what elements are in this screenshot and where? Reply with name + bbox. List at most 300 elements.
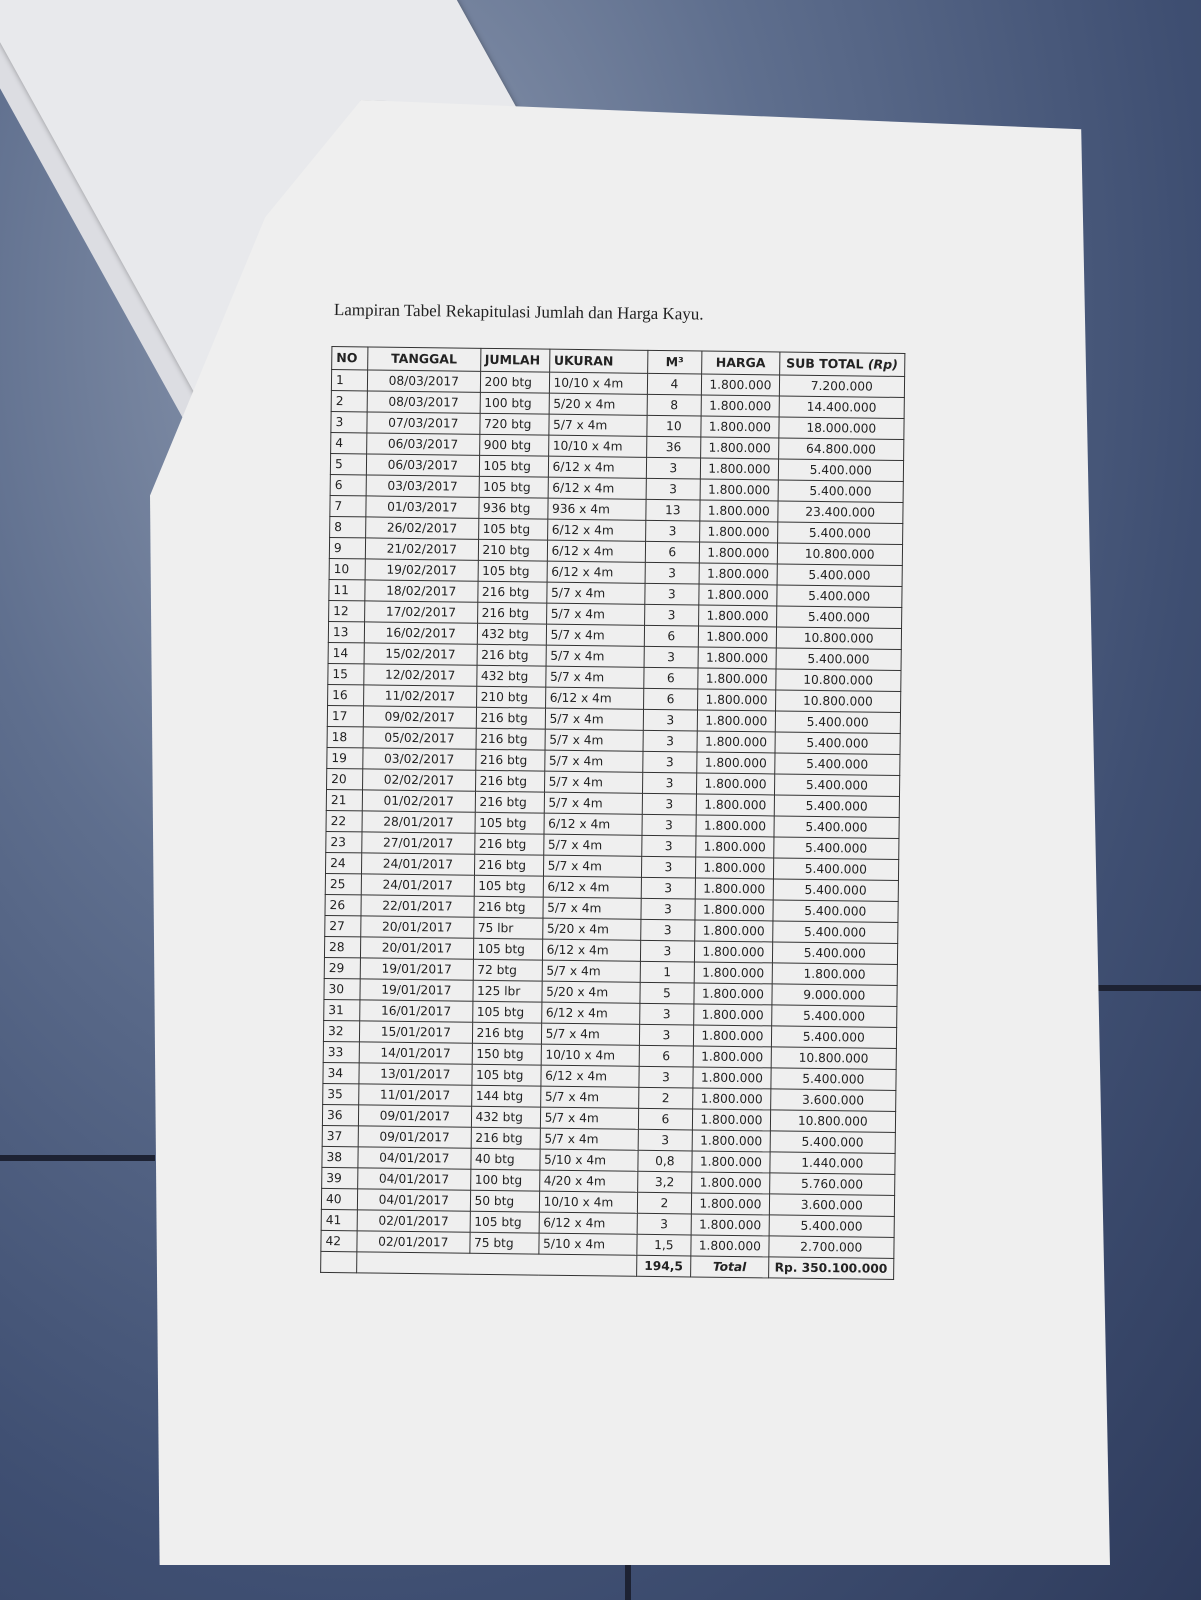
- cell-subtotal: 2.700.000: [768, 1236, 894, 1259]
- cell-no: 12: [329, 600, 365, 621]
- cell-harga: 1.800.000: [697, 773, 775, 795]
- cell-no: 24: [325, 852, 361, 873]
- cell-tanggal: 19/02/2017: [365, 559, 478, 581]
- cell-no: 32: [323, 1020, 359, 1041]
- cell-subtotal: 5.400.000: [773, 837, 899, 860]
- cell-jumlah: 75 lbr: [473, 917, 542, 939]
- cell-ukuran: 6/12 x 4m: [542, 939, 640, 961]
- cell-m3: 4: [647, 373, 702, 395]
- header-harga: HARGA: [702, 351, 780, 375]
- cell-subtotal: 10.800.000: [775, 669, 901, 692]
- cell-harga: 1.800.000: [693, 1067, 771, 1089]
- cell-harga: 1.800.000: [696, 815, 774, 837]
- cell-no: 23: [326, 831, 362, 852]
- cell-ukuran: 5/7 x 4m: [540, 1086, 638, 1108]
- cell-m3: 8: [647, 394, 702, 416]
- cell-jumlah: 216 btg: [477, 602, 546, 624]
- cell-subtotal: 5.400.000: [776, 648, 902, 671]
- cell-ukuran: 6/12 x 4m: [544, 813, 642, 835]
- cell-m3: 3: [637, 1213, 692, 1235]
- cell-m3: 6: [644, 625, 699, 647]
- cell-tanggal: 02/01/2017: [357, 1210, 470, 1232]
- cell-ukuran: 6/12 x 4m: [541, 1065, 639, 1087]
- cell-tanggal: 01/02/2017: [362, 790, 475, 812]
- total-amount: Rp. 350.100.000: [768, 1257, 894, 1280]
- cell-no: 14: [328, 642, 364, 663]
- cell-tanggal: 15/01/2017: [360, 1021, 473, 1043]
- cell-tanggal: 26/02/2017: [366, 517, 479, 539]
- cell-ukuran: 5/7 x 4m: [543, 855, 641, 877]
- cell-tanggal: 04/01/2017: [358, 1168, 471, 1190]
- cell-jumlah: 432 btg: [471, 1106, 540, 1128]
- cell-no: 22: [326, 810, 362, 831]
- floor-grout-line: [0, 1155, 155, 1161]
- cell-subtotal: 5.400.000: [777, 522, 903, 545]
- cell-m3: 3: [642, 814, 697, 836]
- cell-ukuran: 5/7 x 4m: [546, 624, 644, 646]
- cell-tanggal: 03/02/2017: [363, 748, 476, 770]
- cell-m3: 3: [643, 730, 698, 752]
- cell-harga: 1.800.000: [699, 563, 777, 585]
- cell-subtotal: 5.400.000: [772, 921, 898, 944]
- cell-harga: 1.800.000: [694, 983, 772, 1005]
- cell-no: 39: [322, 1167, 358, 1188]
- cell-tanggal: 12/02/2017: [364, 664, 477, 686]
- cell-harga: 1.800.000: [698, 647, 776, 669]
- cell-m3: 3: [639, 1024, 694, 1046]
- cell-jumlah: 105 btg: [478, 518, 547, 540]
- cell-tanggal: 08/03/2017: [367, 391, 480, 413]
- cell-jumlah: 216 btg: [477, 581, 546, 603]
- cell-jumlah: 216 btg: [473, 896, 542, 918]
- cell-tanggal: 17/02/2017: [365, 601, 478, 623]
- cell-harga: 1.800.000: [692, 1193, 770, 1215]
- cell-harga: 1.800.000: [701, 416, 779, 438]
- cell-subtotal: 5.400.000: [774, 753, 900, 776]
- cell-ukuran: 6/12 x 4m: [543, 876, 641, 898]
- cell-ukuran: 5/20 x 4m: [542, 918, 640, 940]
- cell-subtotal: 10.800.000: [776, 627, 902, 650]
- cell-tanggal: 15/02/2017: [364, 643, 477, 665]
- header-subtotal-unit: (Rp): [867, 356, 898, 372]
- cell-m3: 3: [644, 583, 699, 605]
- cell-harga: 1.800.000: [693, 1088, 771, 1110]
- cell-subtotal: 5.400.000: [769, 1215, 895, 1238]
- cell-m3: 3: [642, 772, 697, 794]
- total-label: Total: [691, 1256, 769, 1278]
- cell-subtotal: 1.800.000: [772, 963, 898, 986]
- cell-m3: 10: [646, 415, 701, 437]
- cell-subtotal: 10.800.000: [770, 1110, 896, 1133]
- cell-no: 6: [330, 474, 366, 495]
- cell-jumlah: 432 btg: [476, 665, 545, 687]
- cell-no: 31: [324, 999, 360, 1020]
- cell-tanggal: 04/01/2017: [357, 1189, 470, 1211]
- cell-ukuran: 6/12 x 4m: [541, 1002, 639, 1024]
- cell-jumlah: 105 btg: [479, 455, 548, 477]
- cell-subtotal: 5.400.000: [774, 816, 900, 839]
- cell-tanggal: 02/02/2017: [363, 769, 476, 791]
- cell-ukuran: 5/20 x 4m: [549, 393, 647, 415]
- cell-harga: 1.800.000: [699, 584, 777, 606]
- cell-harga: 1.800.000: [695, 941, 773, 963]
- cell-m3: 3: [640, 919, 695, 941]
- cell-tanggal: 19/01/2017: [360, 979, 473, 1001]
- cell-no: 7: [330, 495, 366, 516]
- cell-ukuran: 6/12 x 4m: [547, 519, 645, 541]
- cell-harga: 1.800.000: [702, 374, 780, 396]
- cell-jumlah: 105 btg: [474, 812, 543, 834]
- cell-jumlah: 105 btg: [474, 875, 543, 897]
- cell-no: 8: [330, 516, 366, 537]
- cell-ukuran: 4/20 x 4m: [539, 1170, 637, 1192]
- cell-no: 30: [324, 978, 360, 999]
- cell-jumlah: 432 btg: [477, 623, 546, 645]
- recap-table: [320, 346, 905, 1280]
- cell-harga: 1.800.000: [697, 752, 775, 774]
- cell-m3: 6: [639, 1045, 694, 1067]
- cell-harga: 1.800.000: [694, 962, 772, 984]
- cell-jumlah: 216 btg: [475, 749, 544, 771]
- cell-m3: 3: [641, 856, 696, 878]
- cell-harga: 1.800.000: [697, 710, 775, 732]
- cell-no: 16: [328, 684, 364, 705]
- cell-m3: 36: [646, 436, 701, 458]
- cell-ukuran: 5/10 x 4m: [539, 1149, 637, 1171]
- cell-harga: 1.800.000: [694, 1025, 772, 1047]
- cell-subtotal: 64.800.000: [778, 438, 904, 461]
- cell-m3: 3: [639, 1003, 694, 1025]
- cell-jumlah: 216 btg: [476, 728, 545, 750]
- cell-no: 9: [329, 537, 365, 558]
- cell-tanggal: 20/01/2017: [361, 916, 474, 938]
- cell-tanggal: 03/03/2017: [366, 475, 479, 497]
- cell-tanggal: 14/01/2017: [359, 1042, 472, 1064]
- cell-m3: 3: [642, 751, 697, 773]
- cell-m3: 3: [642, 793, 697, 815]
- cell-subtotal: 5.400.000: [778, 459, 904, 482]
- cell-subtotal: 5.400.000: [775, 732, 901, 755]
- cell-no: 19: [327, 747, 363, 768]
- cell-ukuran: 5/7 x 4m: [546, 582, 644, 604]
- cell-m3: 3: [641, 835, 696, 857]
- cell-subtotal: 5.400.000: [776, 585, 902, 608]
- cell-jumlah: 50 btg: [470, 1190, 539, 1212]
- cell-ukuran: 10/10 x 4m: [541, 1044, 639, 1066]
- cell-subtotal: 5.400.000: [771, 1026, 897, 1049]
- cell-subtotal: 3.600.000: [769, 1194, 895, 1217]
- cell-harga: 1.800.000: [692, 1151, 770, 1173]
- cell-m3: 2: [637, 1192, 692, 1214]
- cell-subtotal: 5.400.000: [777, 564, 903, 587]
- cell-m3: 3: [640, 940, 695, 962]
- cell-jumlah: 216 btg: [476, 707, 545, 729]
- cell-harga: 1.800.000: [699, 605, 777, 627]
- cell-tanggal: 21/02/2017: [365, 538, 478, 560]
- cell-jumlah: 216 btg: [475, 791, 544, 813]
- cell-tanggal: 11/01/2017: [359, 1084, 472, 1106]
- cell-harga: 1.800.000: [696, 857, 774, 879]
- cell-tanggal: 06/03/2017: [367, 433, 480, 455]
- cell-tanggal: 08/03/2017: [367, 370, 480, 392]
- cell-ukuran: 5/7 x 4m: [548, 414, 646, 436]
- cell-subtotal: 23.400.000: [777, 501, 903, 524]
- cell-ukuran: 5/7 x 4m: [546, 603, 644, 625]
- document: [320, 300, 932, 1280]
- cell-ukuran: 5/7 x 4m: [541, 1023, 639, 1045]
- cell-jumlah: 144 btg: [471, 1085, 540, 1107]
- cell-jumlah: 105 btg: [471, 1064, 540, 1086]
- cell-m3: 6: [638, 1108, 693, 1130]
- cell-m3: 6: [643, 688, 698, 710]
- cell-no: 26: [325, 894, 361, 915]
- cell-no: 25: [325, 873, 361, 894]
- cell-tanggal: 09/02/2017: [363, 706, 476, 728]
- cell-ukuran: 5/7 x 4m: [542, 960, 640, 982]
- cell-tanggal: 20/01/2017: [361, 937, 474, 959]
- cell-tanggal: 13/01/2017: [359, 1063, 472, 1085]
- cell-no: 15: [328, 663, 364, 684]
- cell-m3: 3: [646, 478, 701, 500]
- cell-no: 34: [323, 1062, 359, 1083]
- cell-ukuran: 10/10 x 4m: [549, 372, 647, 394]
- table-body: [321, 370, 905, 1259]
- cell-jumlah: 105 btg: [479, 476, 548, 498]
- cell-harga: 1.800.000: [695, 920, 773, 942]
- header-no: NO: [332, 347, 368, 370]
- document-title: Lampiran Tabel Rekapitulasi Jumlah dan Harga Kayu.: [333, 300, 704, 324]
- cell-tanggal: 06/03/2017: [366, 454, 479, 476]
- cell-harga: 1.800.000: [700, 542, 778, 564]
- cell-jumlah: 936 btg: [478, 497, 547, 519]
- cell-harga: 1.800.000: [691, 1235, 769, 1257]
- cell-subtotal: 10.800.000: [775, 690, 901, 713]
- cell-ukuran: 936 x 4m: [547, 498, 645, 520]
- cell-jumlah: 100 btg: [480, 392, 549, 414]
- cell-tanggal: 01/03/2017: [366, 496, 479, 518]
- cell-jumlah: 216 btg: [477, 644, 546, 666]
- header-jumlah: JUMLAH: [480, 348, 549, 372]
- cell-subtotal: 5.400.000: [776, 606, 902, 629]
- cell-subtotal: 10.800.000: [771, 1047, 897, 1070]
- cell-harga: 1.800.000: [700, 500, 778, 522]
- cell-subtotal: 5.400.000: [774, 795, 900, 818]
- cell-ukuran: 6/12 x 4m: [545, 687, 643, 709]
- cell-tanggal: 02/01/2017: [357, 1231, 470, 1253]
- cell-tanggal: 16/01/2017: [360, 1000, 473, 1022]
- cell-subtotal: 3.600.000: [770, 1089, 896, 1112]
- cell-ukuran: 10/10 x 4m: [539, 1191, 637, 1213]
- cell-jumlah: 200 btg: [480, 371, 549, 393]
- cell-tanggal: 11/02/2017: [364, 685, 477, 707]
- cell-harga: 1.800.000: [694, 1004, 772, 1026]
- cell-harga: 1.800.000: [701, 437, 779, 459]
- cell-harga: 1.800.000: [700, 479, 778, 501]
- cell-m3: 3: [645, 562, 700, 584]
- cell-m3: 1: [640, 961, 695, 983]
- cell-m3: 3: [641, 877, 696, 899]
- floor-grout-line: [625, 1565, 631, 1600]
- cell-jumlah: 210 btg: [478, 539, 547, 561]
- cell-m3: 1,5: [636, 1234, 691, 1256]
- cell-m3: 2: [638, 1087, 693, 1109]
- cell-subtotal: 1.440.000: [769, 1152, 895, 1175]
- cell-no: 17: [327, 705, 363, 726]
- cell-subtotal: 5.400.000: [773, 879, 899, 902]
- cell-m3: 0,8: [637, 1150, 692, 1172]
- cell-jumlah: 105 btg: [478, 560, 547, 582]
- cell-m3: 3: [638, 1066, 693, 1088]
- cell-m3: 3: [641, 898, 696, 920]
- cell-harga: 1.800.000: [696, 794, 774, 816]
- cell-m3: 5: [639, 982, 694, 1004]
- cell-no: 41: [321, 1209, 357, 1230]
- cell-subtotal: 7.200.000: [779, 375, 905, 398]
- cell-jumlah: 150 btg: [472, 1043, 541, 1065]
- cell-harga: 1.800.000: [692, 1130, 770, 1152]
- cell-jumlah: 720 btg: [479, 413, 548, 435]
- cell-jumlah: 105 btg: [472, 1001, 541, 1023]
- cell-harga: 1.800.000: [698, 689, 776, 711]
- cell-harga: 1.800.000: [698, 668, 776, 690]
- cell-ukuran: 6/12 x 4m: [539, 1212, 637, 1234]
- cell-harga: 1.800.000: [701, 458, 779, 480]
- cell-m3: 3: [644, 646, 699, 668]
- cell-jumlah: 210 btg: [476, 686, 545, 708]
- cell-jumlah: 125 lbr: [472, 980, 541, 1002]
- cell-ukuran: 5/7 x 4m: [545, 708, 643, 730]
- cell-harga: 1.800.000: [695, 899, 773, 921]
- cell-tanggal: 05/02/2017: [363, 727, 476, 749]
- cell-no: 21: [326, 789, 362, 810]
- header-subtotal-label: SUB TOTAL: [786, 355, 868, 372]
- cell-harga: 1.800.000: [699, 626, 777, 648]
- header-ukuran: UKURAN: [549, 349, 647, 373]
- cell-no: 37: [322, 1125, 358, 1146]
- cell-m3: 6: [645, 541, 700, 563]
- cell-tanggal: 16/02/2017: [364, 622, 477, 644]
- cell-no: 27: [325, 915, 361, 936]
- cell-harga: 1.800.000: [695, 878, 773, 900]
- cell-no: 33: [323, 1041, 359, 1062]
- cell-subtotal: 5.400.000: [773, 858, 899, 881]
- total-empty-cell: [321, 1251, 357, 1272]
- cell-no: 38: [322, 1146, 358, 1167]
- cell-jumlah: 72 btg: [473, 959, 542, 981]
- cell-m3: 3: [638, 1129, 693, 1151]
- cell-no: 18: [327, 726, 363, 747]
- cell-jumlah: 40 btg: [470, 1148, 539, 1170]
- cell-jumlah: 216 btg: [475, 770, 544, 792]
- cell-ukuran: 5/10 x 4m: [538, 1233, 636, 1255]
- cell-ukuran: 5/20 x 4m: [542, 981, 640, 1003]
- cell-no: 35: [323, 1083, 359, 1104]
- cell-tanggal: 09/01/2017: [358, 1126, 471, 1148]
- cell-ukuran: 5/7 x 4m: [545, 666, 643, 688]
- cell-harga: 1.800.000: [693, 1109, 771, 1131]
- cell-no: 36: [322, 1104, 358, 1125]
- cell-m3: 3: [644, 604, 699, 626]
- cell-no: 28: [324, 936, 360, 957]
- cell-subtotal: 5.760.000: [769, 1173, 895, 1196]
- cell-tanggal: 07/03/2017: [367, 412, 480, 434]
- cell-subtotal: 5.400.000: [774, 774, 900, 797]
- cell-harga: 1.800.000: [691, 1214, 769, 1236]
- cell-ukuran: 6/12 x 4m: [548, 477, 646, 499]
- cell-jumlah: 75 btg: [469, 1232, 538, 1254]
- cell-jumlah: 105 btg: [473, 938, 542, 960]
- cell-ukuran: 6/12 x 4m: [548, 456, 646, 478]
- cell-no: 40: [321, 1188, 357, 1209]
- cell-m3: 3,2: [637, 1171, 692, 1193]
- cell-no: 1: [331, 370, 367, 391]
- cell-subtotal: 5.400.000: [773, 900, 899, 923]
- cell-tanggal: 09/01/2017: [359, 1105, 472, 1127]
- cell-subtotal: 5.400.000: [778, 480, 904, 503]
- cell-jumlah: 100 btg: [470, 1169, 539, 1191]
- cell-ukuran: 10/10 x 4m: [548, 435, 646, 457]
- cell-m3: 13: [645, 499, 700, 521]
- cell-jumlah: 216 btg: [471, 1127, 540, 1149]
- cell-ukuran: 5/7 x 4m: [544, 750, 642, 772]
- cell-jumlah: 105 btg: [470, 1211, 539, 1233]
- cell-subtotal: 5.400.000: [770, 1131, 896, 1154]
- header-tanggal: TANGGAL: [368, 347, 481, 371]
- cell-tanggal: 24/01/2017: [361, 874, 474, 896]
- floor-grout-line: [1085, 985, 1201, 991]
- cell-ukuran: 6/12 x 4m: [547, 561, 645, 583]
- cell-no: 3: [331, 411, 367, 432]
- cell-m3: 6: [643, 667, 698, 689]
- cell-jumlah: 216 btg: [474, 854, 543, 876]
- cell-jumlah: 900 btg: [479, 434, 548, 456]
- cell-no: 42: [321, 1230, 357, 1251]
- cell-subtotal: 14.400.000: [779, 396, 905, 419]
- cell-harga: 1.800.000: [697, 731, 775, 753]
- cell-no: 11: [329, 579, 365, 600]
- cell-no: 20: [327, 768, 363, 789]
- cell-no: 29: [324, 957, 360, 978]
- cell-no: 4: [331, 432, 367, 453]
- cell-harga: 1.800.000: [701, 395, 779, 417]
- cell-subtotal: 5.400.000: [770, 1068, 896, 1091]
- cell-subtotal: 18.000.000: [778, 417, 904, 440]
- total-empty-cell: [357, 1252, 637, 1276]
- cell-jumlah: 216 btg: [474, 833, 543, 855]
- cell-tanggal: 19/01/2017: [360, 958, 473, 980]
- cell-tanggal: 18/02/2017: [365, 580, 478, 602]
- cell-m3: 3: [643, 709, 698, 731]
- cell-ukuran: 5/7 x 4m: [543, 897, 641, 919]
- cell-subtotal: 5.400.000: [772, 942, 898, 965]
- cell-ukuran: 5/7 x 4m: [540, 1128, 638, 1150]
- cell-ukuran: 5/7 x 4m: [546, 645, 644, 667]
- cell-harga: 1.800.000: [692, 1172, 770, 1194]
- cell-subtotal: 10.800.000: [777, 543, 903, 566]
- total-m3: 194,5: [636, 1255, 691, 1277]
- cell-no: 5: [330, 453, 366, 474]
- cell-tanggal: 04/01/2017: [358, 1147, 471, 1169]
- cell-tanggal: 27/01/2017: [362, 832, 475, 854]
- cell-ukuran: 6/12 x 4m: [547, 540, 645, 562]
- cell-ukuran: 5/7 x 4m: [545, 729, 643, 751]
- cell-m3: 3: [646, 457, 701, 479]
- cell-harga: 1.800.000: [693, 1046, 771, 1068]
- cell-tanggal: 28/01/2017: [362, 811, 475, 833]
- cell-harga: 1.800.000: [700, 521, 778, 543]
- cell-no: 10: [329, 558, 365, 579]
- cell-subtotal: 5.400.000: [775, 711, 901, 734]
